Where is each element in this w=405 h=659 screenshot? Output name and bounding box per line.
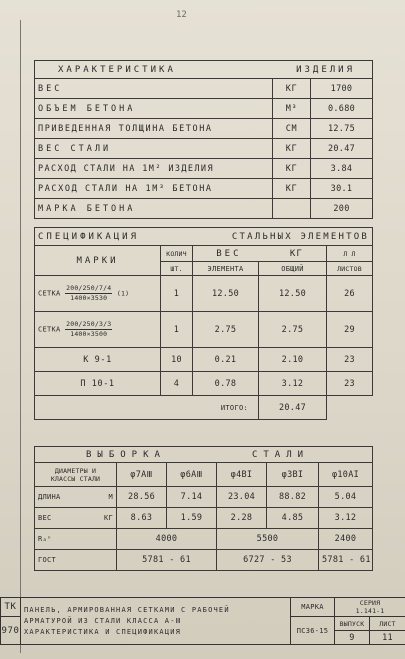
mark-denominator: 1400×3530 — [70, 294, 108, 302]
col-marks: МАРКИ — [35, 246, 161, 276]
col-sheet-unit: ЛИСТОВ — [327, 262, 373, 276]
row-mark — [35, 312, 161, 348]
col-qty: КОЛИЧ — [161, 246, 193, 262]
sheet-value: 11 — [370, 631, 405, 645]
selection-title-left: ВЫБОРКА — [86, 449, 166, 460]
row-label: ПРИВЕДЕННАЯ ТОЛЩИНА БЕТОНА — [35, 119, 273, 139]
gost-value: 6727 - 53 — [217, 550, 319, 571]
row-sheet: 23 — [327, 348, 373, 372]
col-sheet: Л Л — [327, 246, 373, 262]
mark-denominator: 1400×3500 — [70, 330, 108, 338]
row-label: РАСХОД СТАЛИ НА 1М² ИЗДЕЛИЯ — [35, 159, 273, 179]
code-bottom: 970 — [1, 617, 21, 645]
code-top: ТК — [1, 598, 21, 617]
col-qty-unit: ШТ. — [161, 262, 193, 276]
length-unit: М — [108, 493, 113, 501]
characteristics-row — [35, 199, 373, 219]
total-label: ИТОГО: — [35, 396, 259, 420]
gost-row — [35, 550, 373, 571]
length-value: 28.56 — [117, 487, 167, 508]
characteristics-row — [35, 99, 373, 119]
length-label: ДЛИНА — [38, 493, 61, 501]
specification-column-headers — [35, 246, 373, 262]
specification-row — [35, 312, 373, 348]
class-label: КЛАССЫ СТАЛИ — [50, 474, 101, 483]
specification-total-row — [35, 396, 373, 420]
col-diameter: φ7АⅢ — [117, 463, 167, 487]
characteristics-row — [35, 79, 373, 99]
row-unit: КГ — [273, 79, 311, 99]
ra-value: 2400 — [319, 529, 373, 550]
specification-title-right: СТАЛЬНЫХ ЭЛЕМЕНТОВ — [231, 231, 370, 242]
characteristics-header — [35, 61, 373, 79]
selection-header — [35, 447, 373, 463]
row-total: 2.75 — [259, 312, 327, 348]
sheet-label: ЛИСТ — [370, 617, 405, 631]
mark-fraction — [65, 320, 112, 339]
row-qty: 1 — [161, 276, 193, 312]
row-qty: 4 — [161, 372, 193, 396]
row-label: МАРКА БЕТОНА — [35, 199, 273, 219]
series-cell — [335, 598, 405, 617]
mark-numerator: 200/250/3/3 — [66, 320, 112, 328]
mark-label: МАРКА — [291, 598, 335, 617]
ra-label: Rₐⁿ — [35, 529, 117, 550]
issue-label: ВЫПУСК — [335, 617, 370, 631]
diameter-label: ДИАМЕТРЫ И — [54, 466, 97, 475]
row-qty: 10 — [161, 348, 193, 372]
row-unit: СМ — [273, 119, 311, 139]
weight-value: 4.85 — [267, 508, 319, 529]
col-diameter: φ6АⅢ — [167, 463, 217, 487]
ra-value: 4000 — [117, 529, 217, 550]
specification-title-left: СПЕЦИФИКАЦИЯ — [38, 231, 140, 242]
row-label: ОБЪЕМ БЕТОНА — [35, 99, 273, 119]
gost-value: 5781 - 61 — [117, 550, 217, 571]
row-value: 1700 — [311, 79, 373, 99]
row-unit: М³ — [273, 99, 311, 119]
title-description — [21, 598, 291, 645]
series-value: 1.141-1 — [355, 607, 385, 615]
issue-value: 9 — [335, 631, 370, 645]
row-label: ВЕС — [35, 79, 273, 99]
characteristics-title-right: ИЗДЕЛИЯ — [296, 64, 356, 75]
col-weight — [193, 246, 327, 262]
col-element: ЭЛЕМЕНТА — [193, 262, 259, 276]
mark-prefix: СЕТКА — [38, 289, 61, 298]
row-qty: 1 — [161, 312, 193, 348]
length-value: 7.14 — [167, 487, 217, 508]
row-label: ВЕС СТАЛИ — [35, 139, 273, 159]
row-unit — [273, 199, 311, 219]
weight-value: 8.63 — [117, 508, 167, 529]
col-diameter: φ3ВI — [267, 463, 319, 487]
weight-label: ВЕС — [38, 514, 52, 522]
diameter-class-label — [35, 463, 117, 487]
mark-fraction — [65, 284, 112, 303]
row-unit: КГ — [273, 139, 311, 159]
row-element: 0.21 — [193, 348, 259, 372]
row-label: РАСХОД СТАЛИ НА 1М³ БЕТОНА — [35, 179, 273, 199]
row-sheet: 29 — [327, 312, 373, 348]
row-element: 0.78 — [193, 372, 259, 396]
characteristics-row — [35, 139, 373, 159]
steel-selection-table — [34, 446, 373, 571]
desc-line-3: ХАРАКТЕРИСТИКА И СПЕЦИФИКАЦИЯ — [24, 627, 182, 636]
row-sheet: 23 — [327, 372, 373, 396]
characteristics-row — [35, 119, 373, 139]
desc-line-2: АРМАТУРОЙ ИЗ СТАЛИ КЛАССА А-Ⅲ — [24, 616, 182, 625]
gost-label: ГОСТ — [35, 550, 117, 571]
mark-numerator: 200/250/7/4 — [66, 284, 112, 292]
col-weight-label: ВЕС — [216, 248, 242, 259]
characteristics-row — [35, 159, 373, 179]
row-unit: КГ — [273, 179, 311, 199]
page-number: 12 — [176, 10, 187, 20]
row-value: 0.680 — [311, 99, 373, 119]
gost-value: 5781 - 61 — [319, 550, 373, 571]
characteristics-table — [34, 60, 373, 219]
col-weight-unit: КГ — [289, 248, 303, 259]
row-total: 2.10 — [259, 348, 327, 372]
title-block — [0, 597, 405, 645]
mark-suffix: (1) — [116, 289, 130, 298]
mark-prefix: СЕТКА — [38, 325, 61, 334]
mark-value: ПС36-15 — [291, 617, 335, 645]
series-label: СЕРИЯ — [359, 599, 381, 607]
length-row — [35, 487, 373, 508]
row-mark: К 9-1 — [35, 348, 161, 372]
col-diameter: φ10АI — [319, 463, 373, 487]
row-element: 12.50 — [193, 276, 259, 312]
row-total: 3.12 — [259, 372, 327, 396]
col-total: ОБЩИЙ — [259, 262, 327, 276]
weight-row — [35, 508, 373, 529]
row-value: 200 — [311, 199, 373, 219]
length-value: 88.82 — [267, 487, 319, 508]
characteristics-row — [35, 179, 373, 199]
row-total: 12.50 — [259, 276, 327, 312]
length-value: 5.04 — [319, 487, 373, 508]
weight-value: 1.59 — [167, 508, 217, 529]
desc-line-1: ПАНЕЛЬ, АРМИРОВАННАЯ СЕТКАМИ С РАБОЧЕЙ — [24, 605, 230, 614]
selection-title-right: СТАЛИ — [251, 449, 310, 460]
weight-value: 3.12 — [319, 508, 373, 529]
specification-row — [35, 276, 373, 312]
col-diameter: φ4ВI — [217, 463, 267, 487]
length-value: 23.04 — [217, 487, 267, 508]
row-element: 2.75 — [193, 312, 259, 348]
row-value: 12.75 — [311, 119, 373, 139]
weight-unit: КГ — [103, 514, 113, 522]
specification-table — [34, 227, 373, 420]
specification-header — [35, 228, 373, 246]
row-value: 3.84 — [311, 159, 373, 179]
characteristics-title-left: ХАРАКТЕРИСТИКА — [58, 64, 176, 75]
ra-row — [35, 529, 373, 550]
selection-column-headers — [35, 463, 373, 487]
row-mark — [35, 276, 161, 312]
specification-row — [35, 372, 373, 396]
ra-value: 5500 — [217, 529, 319, 550]
total-value: 20.47 — [259, 396, 327, 420]
row-mark: П 10-1 — [35, 372, 161, 396]
row-value: 30.1 — [311, 179, 373, 199]
weight-value: 2.28 — [217, 508, 267, 529]
specification-row — [35, 348, 373, 372]
row-value: 20.47 — [311, 139, 373, 159]
row-unit: КГ — [273, 159, 311, 179]
row-sheet: 26 — [327, 276, 373, 312]
